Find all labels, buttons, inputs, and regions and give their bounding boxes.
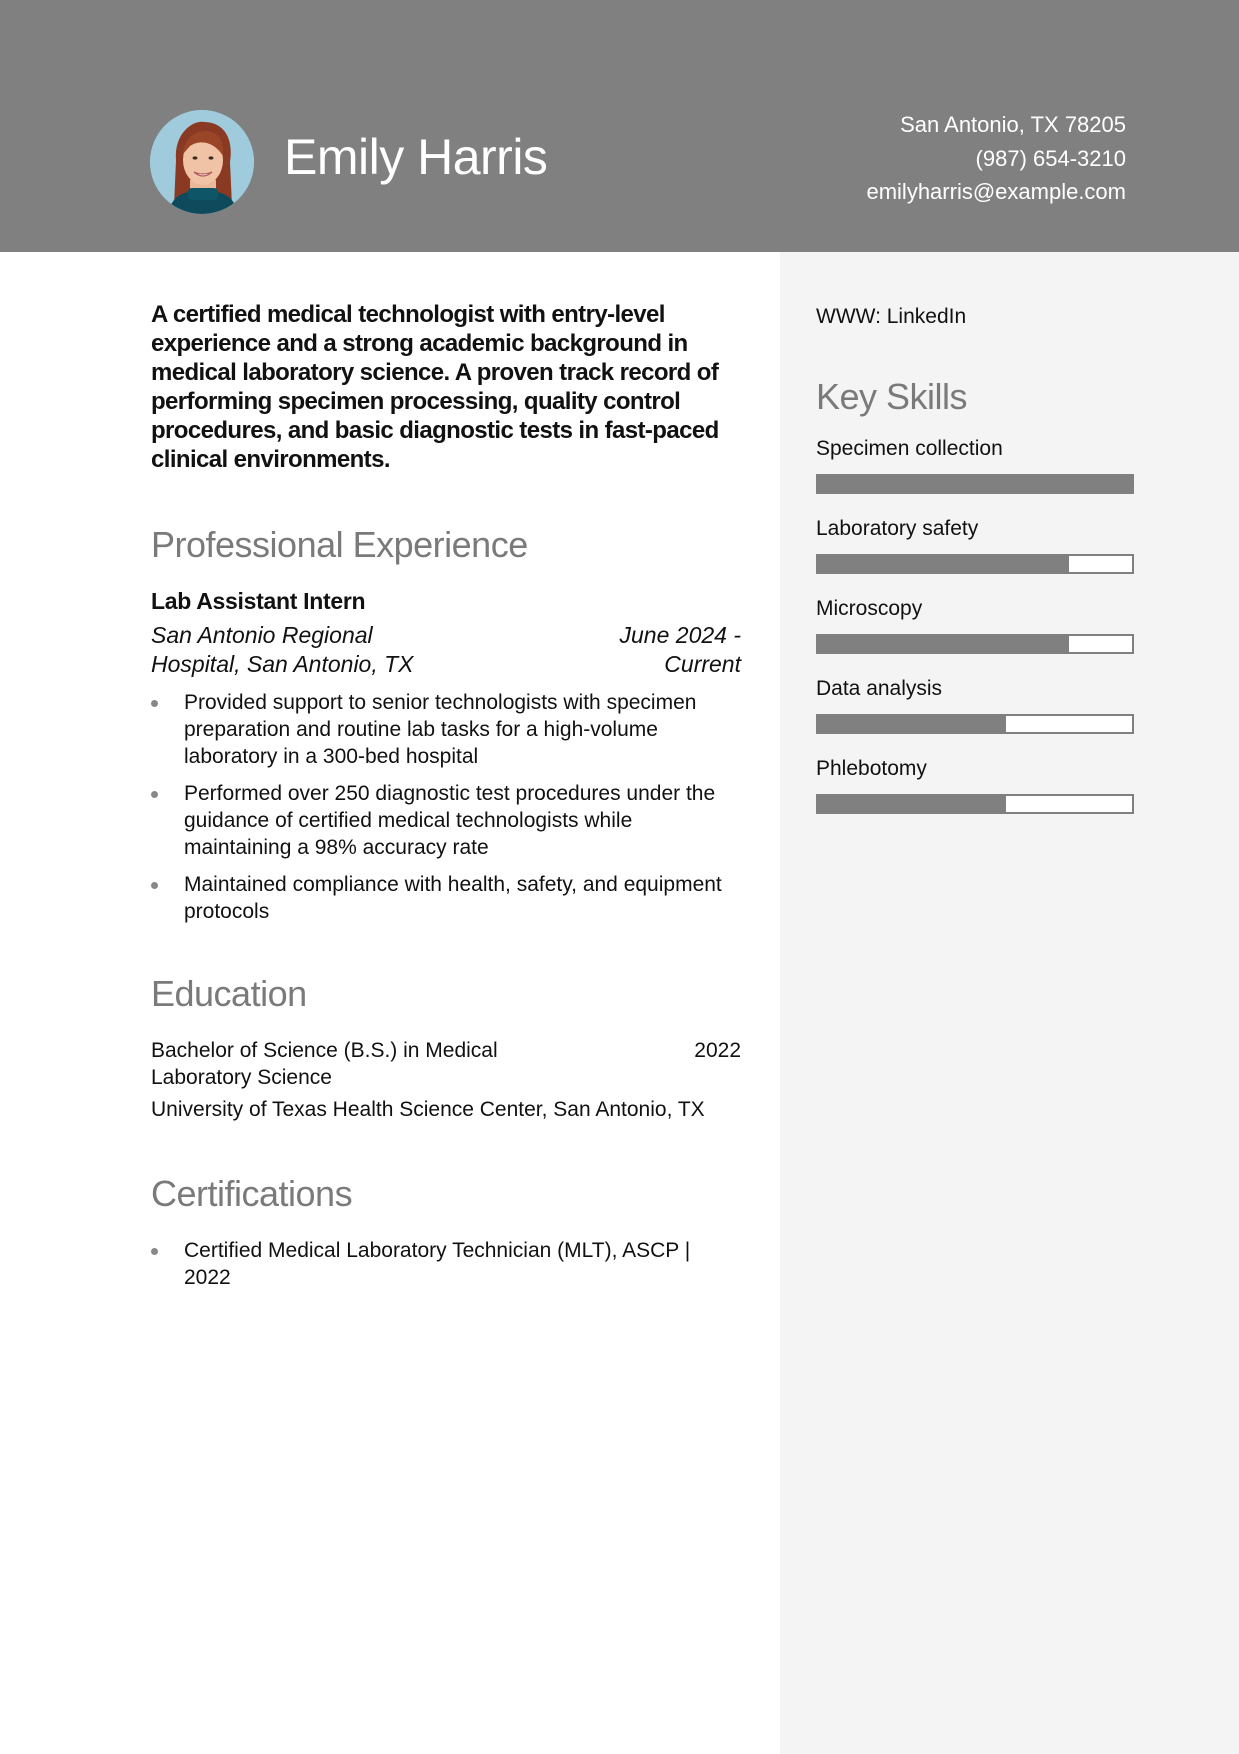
bullet-icon [151,700,158,707]
skill-item [816,674,1136,734]
bullet-text: Provided support to senior technologists with specimen preparation and routine lab tasks for a high-volume laboratory in a 300-bed hospital [184,691,697,768]
education-row [151,1037,741,1091]
bullet-icon [151,882,158,889]
job-dates: June 2024 - Current [619,622,741,677]
skill-bar [816,474,1134,494]
skill-item [816,434,1136,494]
skill-bar [816,554,1134,574]
skill-bar [816,714,1134,734]
list-item [151,689,741,770]
profile-photo [150,110,254,214]
bullet-icon [151,791,158,798]
skill-label: Data analysis [816,677,943,700]
certification-text: Certified Medical Laboratory Technician (MLT), ASCP | 2022 [184,1239,691,1289]
contact-email[interactable]: emilyharris@example.com [866,179,1126,204]
bullet-text: Maintained compliance with health, safety, and equipment protocols [184,873,722,923]
linkedin-link[interactable]: WWW: LinkedIn [816,305,967,328]
skill-bar-fill [818,636,1069,652]
candidate-name: Emily Harris [284,129,548,185]
main-column [151,300,741,1301]
list-item [151,871,741,925]
contact-address: San Antonio, TX 78205 [900,112,1126,137]
skill-bar [816,634,1134,654]
job-organization: San Antonio Regional Hospital, San Antonio, TX [151,622,414,677]
job-meta [151,621,741,679]
job-title: Lab Assistant Intern [151,588,366,614]
education-school: University of Texas Health Science Center, San Antonio, TX [151,1098,705,1121]
job-bullets [151,689,741,925]
skill-item [816,754,1136,814]
skill-bar-fill [818,796,1006,812]
skill-bar [816,794,1134,814]
resume-header [0,0,1239,252]
skill-bar-fill [818,476,1132,492]
profile-summary: A certified medical technologist with entry-level experience and a strong academic background in medical laboratory science. A proven track record of performing specimen processing, quality control procedures, and basic diagnostic tests in fast-paced clinical environments. [151,301,719,473]
bullet-text: Performed over 250 diagnostic test procedures under the guidance of certified medical technologists while maintaining a 98% accuracy rate [184,782,716,859]
skill-bar-fill [818,716,1006,732]
contact-phone[interactable]: (987) 654-3210 [975,145,1126,171]
skill-label: Phlebotomy [816,757,927,780]
sidebar-content [816,302,1136,814]
education-degree: Bachelor of Science (B.S.) in Medical Laboratory Science [151,1039,498,1089]
section-title-education: Education [151,973,307,1014]
skill-bar-fill [818,556,1069,572]
certification-list [151,1237,741,1291]
list-item [151,1237,741,1291]
skill-label: Laboratory safety [816,517,979,540]
bullet-icon [151,1248,158,1255]
section-title-key-skills: Key Skills [816,376,968,417]
job-entry [151,588,741,925]
education-year: 2022 [694,1039,741,1062]
skill-label: Specimen collection [816,437,1003,460]
section-title-experience: Professional Experience [151,524,528,565]
skill-item [816,594,1136,654]
list-item [151,780,741,861]
skill-item [816,514,1136,574]
skill-label: Microscopy [816,597,923,620]
section-title-certifications: Certifications [151,1173,353,1214]
education-entry [151,1037,741,1123]
contact-info [866,108,1126,209]
